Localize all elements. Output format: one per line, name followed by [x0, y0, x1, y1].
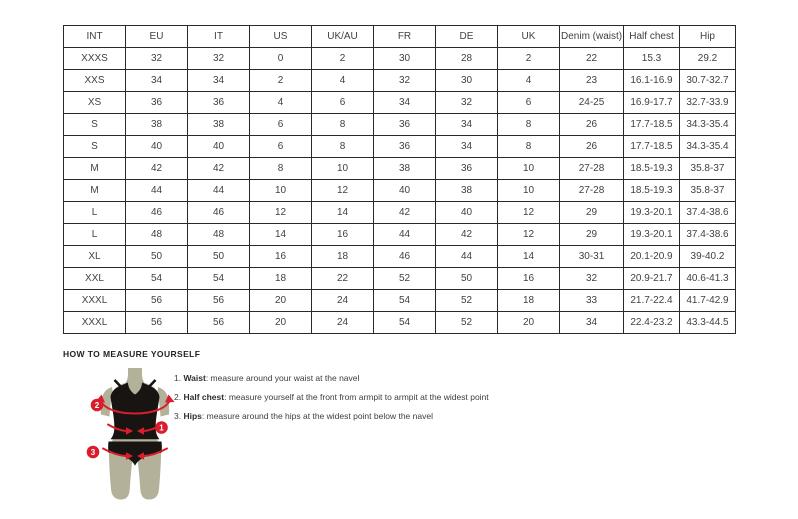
table-cell: 32.7-33.9 — [680, 92, 736, 114]
table-cell: 29.2 — [680, 48, 736, 70]
table-cell: 15.3 — [624, 48, 680, 70]
table-cell: XXXL — [64, 290, 126, 312]
table-cell: 29 — [560, 202, 624, 224]
instruction-term: Waist — [183, 373, 206, 383]
table-cell: 16 — [498, 268, 560, 290]
table-cell: 54 — [374, 290, 436, 312]
section-heading: HOW TO MEASURE YOURSELF — [63, 349, 201, 359]
table-cell: 33 — [560, 290, 624, 312]
table-cell: 40 — [188, 136, 250, 158]
table-cell: 10 — [498, 180, 560, 202]
column-header: UK — [498, 26, 560, 48]
table-cell: 34 — [436, 136, 498, 158]
table-cell: 32 — [374, 70, 436, 92]
table-cell: 32 — [436, 92, 498, 114]
table-cell: 30 — [374, 48, 436, 70]
size-chart-table — [63, 25, 736, 334]
table-cell: 46 — [188, 202, 250, 224]
table-cell: 54 — [188, 268, 250, 290]
table-row — [64, 180, 736, 202]
table-cell: 21.7-22.4 — [624, 290, 680, 312]
table-cell: XXXL — [64, 312, 126, 334]
table-cell: 42 — [374, 202, 436, 224]
table-cell: 54 — [374, 312, 436, 334]
table-cell: 42 — [188, 158, 250, 180]
table-cell: 26 — [560, 114, 624, 136]
table-cell: 0 — [250, 48, 312, 70]
table-cell: 6 — [250, 136, 312, 158]
table-cell: 40.6-41.3 — [680, 268, 736, 290]
table-cell: 24 — [312, 290, 374, 312]
table-cell: 56 — [126, 312, 188, 334]
table-cell: 36 — [188, 92, 250, 114]
table-cell: 40 — [126, 136, 188, 158]
table-cell: 14 — [498, 246, 560, 268]
table-cell: 8 — [312, 136, 374, 158]
instruction-number: 3. — [174, 411, 182, 421]
table-cell: 28 — [436, 48, 498, 70]
table-cell: 46 — [126, 202, 188, 224]
table-cell: XL — [64, 246, 126, 268]
column-header: UK/AU — [312, 26, 374, 48]
table-cell: L — [64, 202, 126, 224]
table-cell: 16 — [312, 224, 374, 246]
table-cell: 4 — [498, 70, 560, 92]
table-cell: 35.8-37 — [680, 180, 736, 202]
table-cell: 34 — [126, 70, 188, 92]
table-row — [64, 312, 736, 334]
table-cell: 20.1-20.9 — [624, 246, 680, 268]
table-cell: 22 — [560, 48, 624, 70]
table-cell: 12 — [250, 202, 312, 224]
column-header: Half chest — [624, 26, 680, 48]
table-row — [64, 158, 736, 180]
table-cell: 37.4-38.6 — [680, 224, 736, 246]
table-cell: 8 — [312, 114, 374, 136]
table-cell: 48 — [188, 224, 250, 246]
column-header: DE — [436, 26, 498, 48]
instruction-text: : measure around your waist at the navel — [205, 373, 360, 383]
table-cell: 38 — [126, 114, 188, 136]
table-cell: 20 — [250, 312, 312, 334]
table-row — [64, 268, 736, 290]
table-cell: 40 — [374, 180, 436, 202]
table-cell: 36 — [374, 114, 436, 136]
table-cell: 42 — [126, 158, 188, 180]
table-cell: 54 — [126, 268, 188, 290]
badge-waist-number: 1 — [159, 423, 164, 433]
table-cell: 39-40.2 — [680, 246, 736, 268]
table-header-row — [64, 26, 736, 48]
table-body — [64, 48, 736, 334]
table-cell: 26 — [560, 136, 624, 158]
table-cell: 56 — [188, 312, 250, 334]
table-cell: 30.7-32.7 — [680, 70, 736, 92]
table-cell: 34.3-35.4 — [680, 114, 736, 136]
table-cell: 8 — [498, 114, 560, 136]
table-cell: 8 — [250, 158, 312, 180]
table-cell: 50 — [436, 268, 498, 290]
table-cell: 35.8-37 — [680, 158, 736, 180]
table-cell: 34 — [436, 114, 498, 136]
badge-hips-number: 3 — [90, 448, 96, 457]
table-cell: 2 — [498, 48, 560, 70]
instruction-term: Half chest — [183, 392, 225, 402]
table-cell: 10 — [312, 158, 374, 180]
badge-chest-number: 2 — [94, 401, 100, 410]
table-cell: 30-31 — [560, 246, 624, 268]
table-cell: M — [64, 180, 126, 202]
table-cell: XXS — [64, 70, 126, 92]
table-cell: 6 — [498, 92, 560, 114]
table-cell: 2 — [250, 70, 312, 92]
instruction-text: : measure around the hips at the widest point below the navel — [201, 411, 433, 421]
table-cell: 22 — [312, 268, 374, 290]
table-cell: 23 — [560, 70, 624, 92]
table-cell: 14 — [312, 202, 374, 224]
table-cell: 44 — [188, 180, 250, 202]
table-cell: 17.7-18.5 — [624, 136, 680, 158]
instruction-term: Hips — [183, 411, 202, 421]
table-cell: 37.4-38.6 — [680, 202, 736, 224]
instruction-number: 2. — [174, 392, 182, 402]
table-cell: 19.3-20.1 — [624, 224, 680, 246]
table-cell: 16.9-17.7 — [624, 92, 680, 114]
table-cell: 52 — [374, 268, 436, 290]
instruction-item-waist — [174, 373, 489, 384]
instruction-number: 1. — [174, 373, 182, 383]
table-row — [64, 290, 736, 312]
table-cell: 20 — [250, 290, 312, 312]
column-header: INT — [64, 26, 126, 48]
table-row — [64, 246, 736, 268]
table-cell: 41.7-42.9 — [680, 290, 736, 312]
table-cell: 2 — [312, 48, 374, 70]
table-cell: 18 — [250, 268, 312, 290]
table-cell: 19.3-20.1 — [624, 202, 680, 224]
column-header: US — [250, 26, 312, 48]
table-cell: 29 — [560, 224, 624, 246]
table-cell: 44 — [374, 224, 436, 246]
table-cell: 34 — [374, 92, 436, 114]
table-cell: 40 — [436, 202, 498, 224]
table-cell: XXXS — [64, 48, 126, 70]
table-cell: 56 — [188, 290, 250, 312]
table-cell: 34 — [188, 70, 250, 92]
table-cell: 44 — [126, 180, 188, 202]
instruction-item-hips — [174, 411, 489, 422]
table-cell: 24 — [312, 312, 374, 334]
table-cell: 32 — [560, 268, 624, 290]
table-cell: 52 — [436, 312, 498, 334]
table-cell: 10 — [250, 180, 312, 202]
instruction-item-half-chest — [174, 392, 489, 403]
table-cell: 4 — [312, 70, 374, 92]
table-cell: 36 — [126, 92, 188, 114]
instruction-text: : measure yourself at the front from armpit to armpit at the widest point — [224, 392, 489, 402]
table-cell: S — [64, 114, 126, 136]
table-cell: 42 — [436, 224, 498, 246]
column-header: Denim (waist) — [560, 26, 624, 48]
table-cell: 17.7-18.5 — [624, 114, 680, 136]
table-cell: 16.1-16.9 — [624, 70, 680, 92]
table-row — [64, 92, 736, 114]
table-cell: 56 — [126, 290, 188, 312]
table-cell: 50 — [126, 246, 188, 268]
table-cell: 32 — [188, 48, 250, 70]
table-cell: 22.4-23.2 — [624, 312, 680, 334]
table-cell: 32 — [126, 48, 188, 70]
table-cell: XS — [64, 92, 126, 114]
table-cell: 38 — [188, 114, 250, 136]
table-cell: 10 — [498, 158, 560, 180]
table-cell: 46 — [374, 246, 436, 268]
table-cell: 34 — [560, 312, 624, 334]
table-cell: 38 — [436, 180, 498, 202]
table-cell: 24-25 — [560, 92, 624, 114]
table-row — [64, 136, 736, 158]
table-cell: 43.3-44.5 — [680, 312, 736, 334]
table-cell: 18.5-19.3 — [624, 158, 680, 180]
instruction-list — [174, 373, 489, 430]
table-cell: 30 — [436, 70, 498, 92]
table-cell: 12 — [498, 224, 560, 246]
table-cell: XXL — [64, 268, 126, 290]
table-cell: 38 — [374, 158, 436, 180]
table-cell: 50 — [188, 246, 250, 268]
table-cell: 18 — [312, 246, 374, 268]
table-cell: L — [64, 224, 126, 246]
table-row — [64, 48, 736, 70]
table-cell: 36 — [436, 158, 498, 180]
table-cell: M — [64, 158, 126, 180]
table-cell: 12 — [498, 202, 560, 224]
column-header: Hip — [680, 26, 736, 48]
table-cell: 12 — [312, 180, 374, 202]
table-cell: S — [64, 136, 126, 158]
table-cell: 6 — [250, 114, 312, 136]
column-header: IT — [188, 26, 250, 48]
table-cell: 34.3-35.4 — [680, 136, 736, 158]
table-cell: 27-28 — [560, 158, 624, 180]
table-cell: 20.9-21.7 — [624, 268, 680, 290]
table-cell: 36 — [374, 136, 436, 158]
table-row — [64, 202, 736, 224]
table-cell: 48 — [126, 224, 188, 246]
table-row — [64, 224, 736, 246]
table-cell: 18 — [498, 290, 560, 312]
table-cell: 4 — [250, 92, 312, 114]
table-row — [64, 70, 736, 92]
table-cell: 16 — [250, 246, 312, 268]
table-cell: 18.5-19.3 — [624, 180, 680, 202]
column-header: FR — [374, 26, 436, 48]
table-cell: 52 — [436, 290, 498, 312]
table-cell: 27-28 — [560, 180, 624, 202]
table-row — [64, 114, 736, 136]
table-cell: 14 — [250, 224, 312, 246]
table-cell: 6 — [312, 92, 374, 114]
table-cell: 44 — [436, 246, 498, 268]
column-header: EU — [126, 26, 188, 48]
table-cell: 8 — [498, 136, 560, 158]
table-cell: 20 — [498, 312, 560, 334]
